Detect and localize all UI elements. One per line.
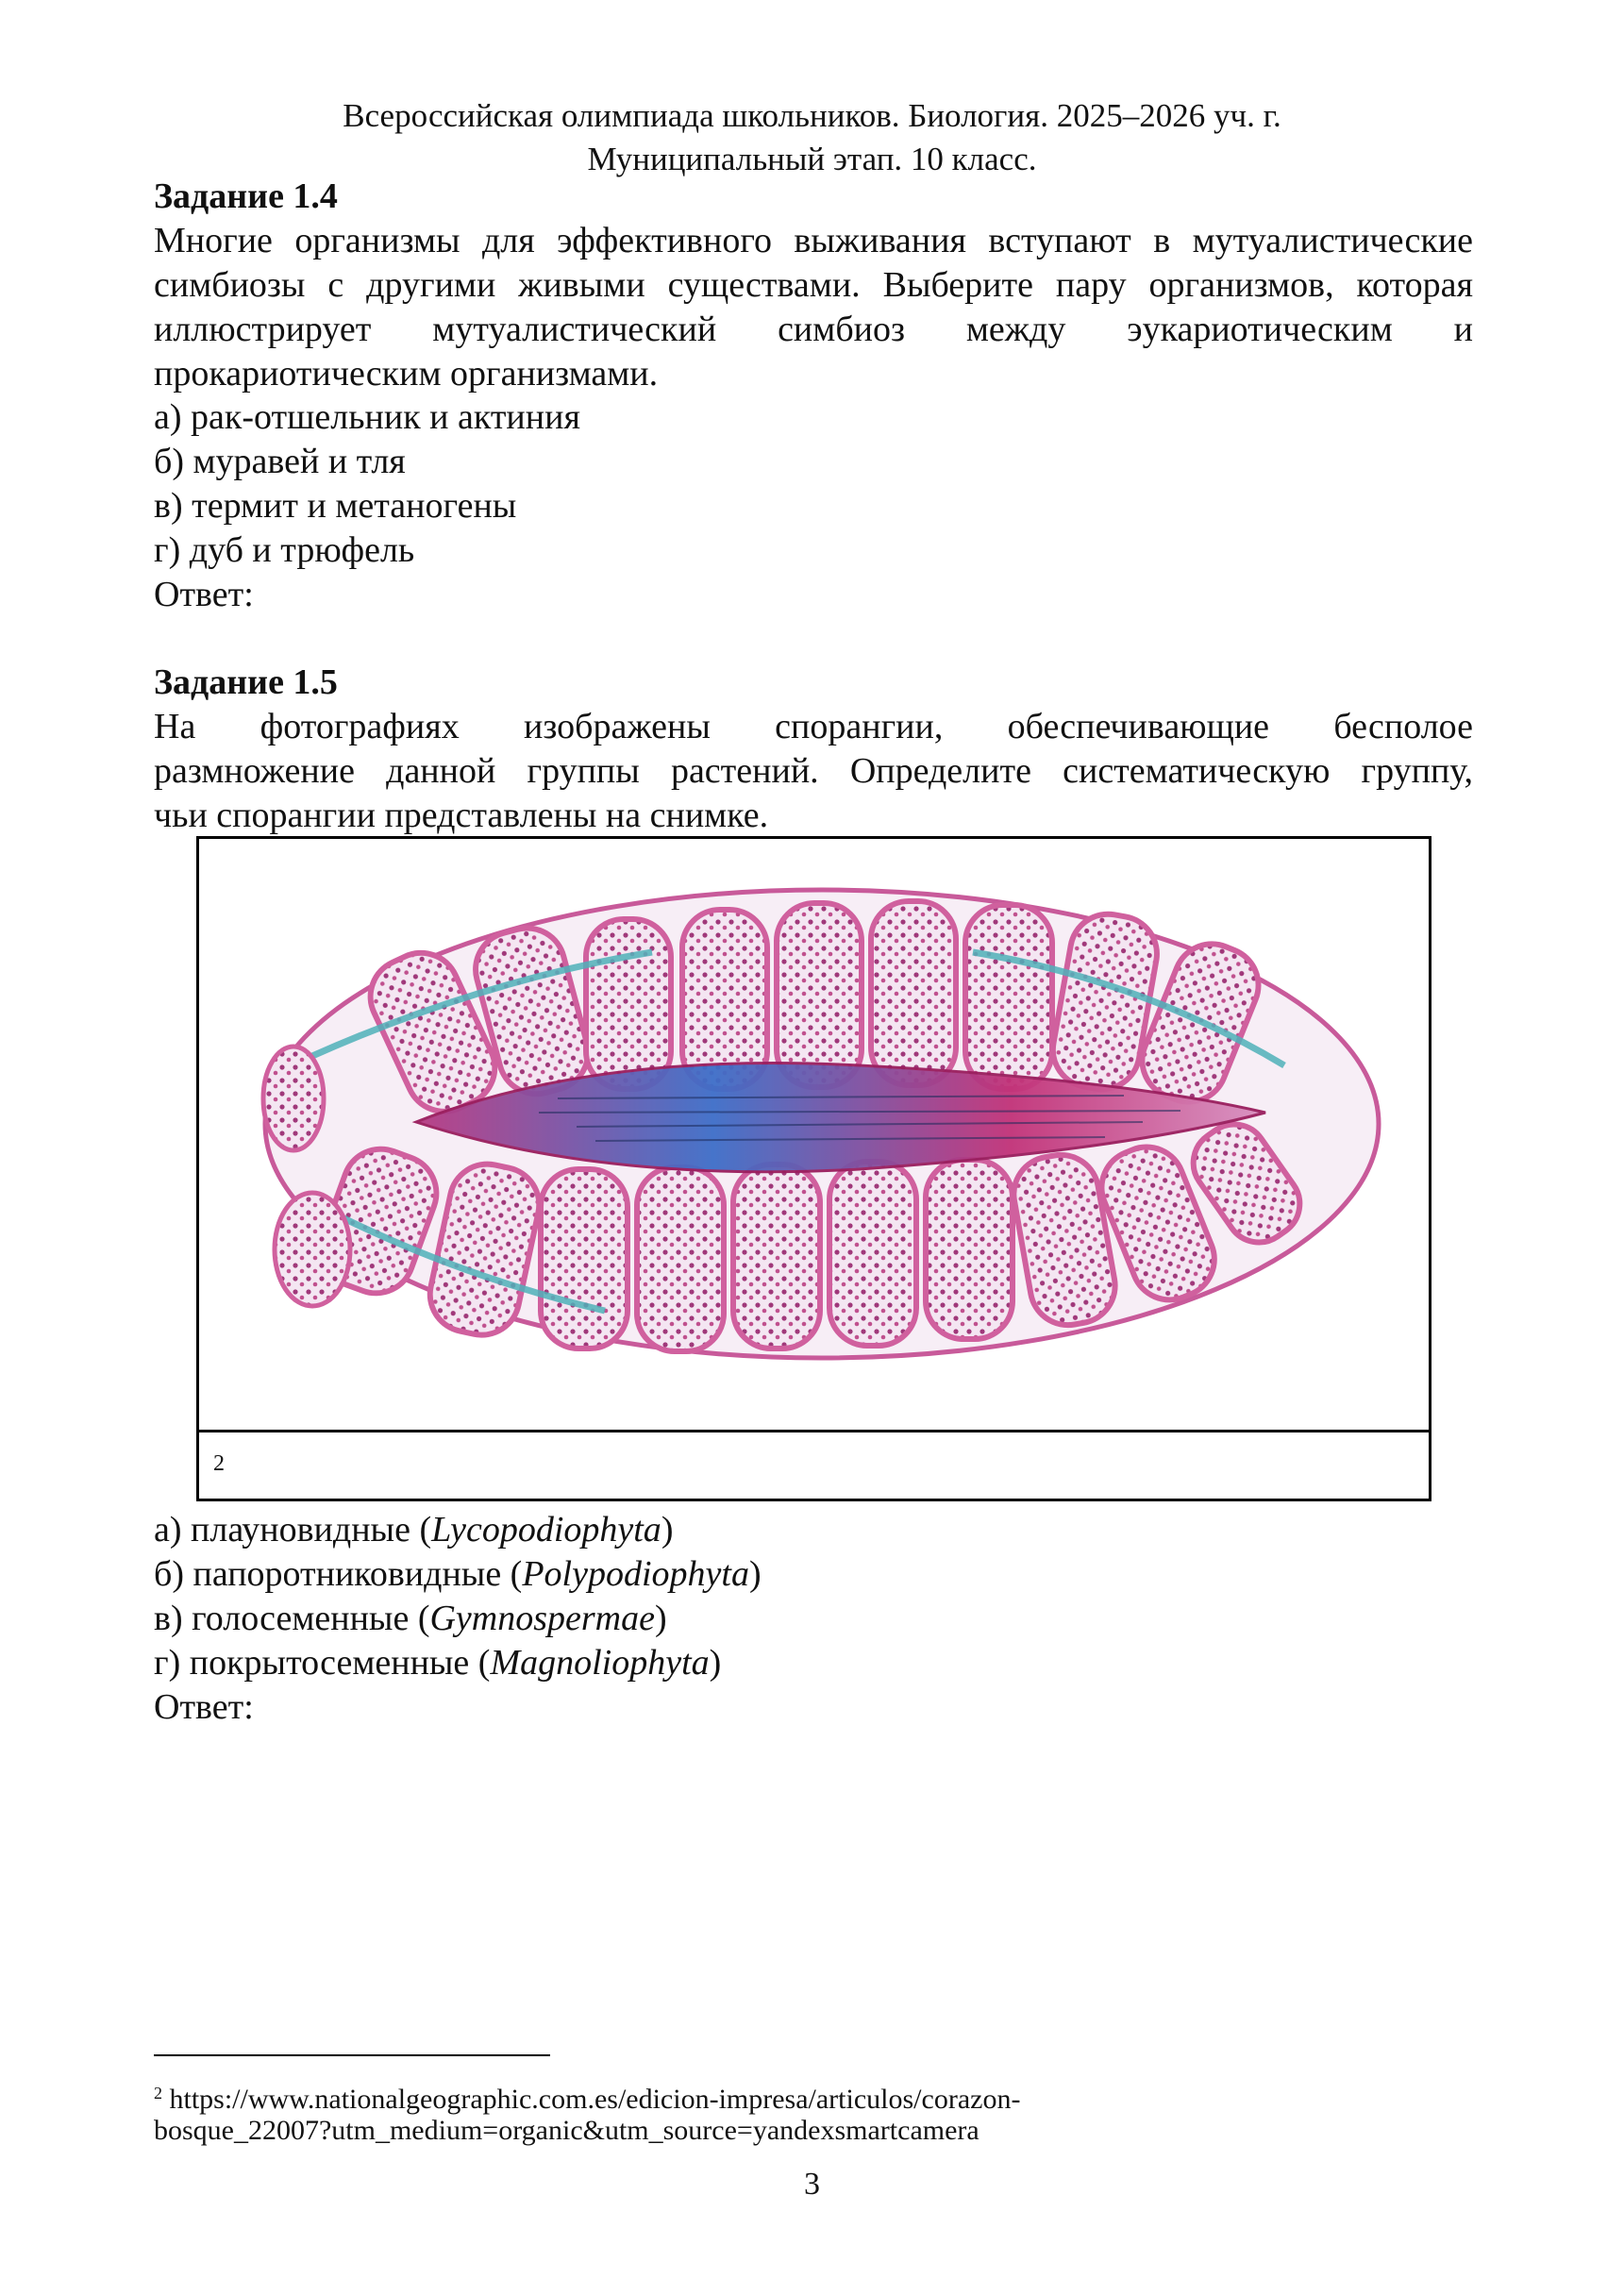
footnote-url-part1[interactable]: https://www.nationalgeographic.com.es/edicion-impresa/articulos/corazon- bbox=[169, 2084, 1021, 2115]
sporangia-micrograph bbox=[199, 839, 1429, 1430]
task-1-4-option-b: б) муравей и тля bbox=[154, 442, 406, 481]
page-header-line2: Муниципальный этап. 10 класс. bbox=[587, 141, 1037, 177]
task-1-4-question bbox=[154, 219, 1473, 396]
task-1-5-question bbox=[154, 705, 1473, 838]
task-1-5-option-b bbox=[154, 1552, 762, 1597]
task-1-4-answer-label: Ответ: bbox=[154, 575, 254, 614]
question-line: На фотографиях изображены спорангии, обеспечивающие бесполое bbox=[154, 707, 1473, 746]
option-latin-name: Polypodiophyta bbox=[522, 1554, 749, 1594]
option-latin-name: Magnoliophyta bbox=[490, 1643, 710, 1683]
question-line: симбиозы с другими живыми существами. Выберите пару организмов, которая bbox=[154, 265, 1473, 305]
option-latin-name: Lycopodiophyta bbox=[431, 1510, 661, 1550]
option-suffix: ) bbox=[661, 1510, 674, 1550]
task-1-5-option-d bbox=[154, 1641, 721, 1685]
question-line: иллюстрирует мутуалистический симбиоз между эукариотическим и bbox=[154, 310, 1473, 349]
option-suffix: ) bbox=[709, 1643, 722, 1683]
page-header-line1: Всероссийская олимпиада школьников. Биология. 2025–2026 уч. г. bbox=[343, 97, 1281, 134]
option-latin-name: Gymnospermae bbox=[429, 1599, 655, 1638]
question-line: Многие организмы для эффективного выживания вступают в мутуалистические bbox=[154, 221, 1473, 260]
option-text: а) плауновидные ( bbox=[154, 1510, 432, 1550]
option-suffix: ) bbox=[655, 1599, 667, 1638]
option-text: б) папоротниковидные ( bbox=[154, 1554, 523, 1594]
question-line: чьи спорангии представлены на снимке. bbox=[154, 796, 769, 835]
task-1-5-answer-label: Ответ: bbox=[154, 1687, 254, 1727]
task-1-4-option-a: а) рак-отшельник и актиния bbox=[154, 397, 580, 437]
strobilus-section-illustration bbox=[199, 839, 1429, 1430]
task-1-5-option-a bbox=[154, 1508, 673, 1552]
figure-caption-row bbox=[199, 1430, 1429, 1499]
sporangia-figure bbox=[196, 836, 1431, 1501]
task-1-4-title: Задание 1.4 bbox=[154, 176, 338, 216]
page-number: 3 bbox=[804, 2167, 820, 2202]
task-1-5-title: Задание 1.5 bbox=[154, 662, 338, 702]
footnote-line2[interactable]: bosque_22007?utm_medium=organic&utm_source=yandexsmartcamera bbox=[154, 2115, 979, 2146]
task-1-5-option-c bbox=[154, 1597, 667, 1641]
footnote-divider bbox=[154, 2054, 550, 2056]
footnote-mark: 2 bbox=[154, 2084, 162, 2102]
question-line: размножение данной группы растений. Определите систематическую группу, bbox=[154, 751, 1473, 791]
figure-footnote-ref: 2 bbox=[213, 1451, 225, 1476]
option-text: в) голосеменные ( bbox=[154, 1599, 430, 1638]
task-1-4-option-c: в) термит и метаногены bbox=[154, 486, 517, 526]
option-text: г) покрытосеменные ( bbox=[154, 1643, 491, 1683]
question-line: прокариотическим организмами. bbox=[154, 354, 659, 394]
option-suffix: ) bbox=[748, 1554, 762, 1594]
task-1-4-option-d: г) дуб и трюфель bbox=[154, 530, 415, 570]
